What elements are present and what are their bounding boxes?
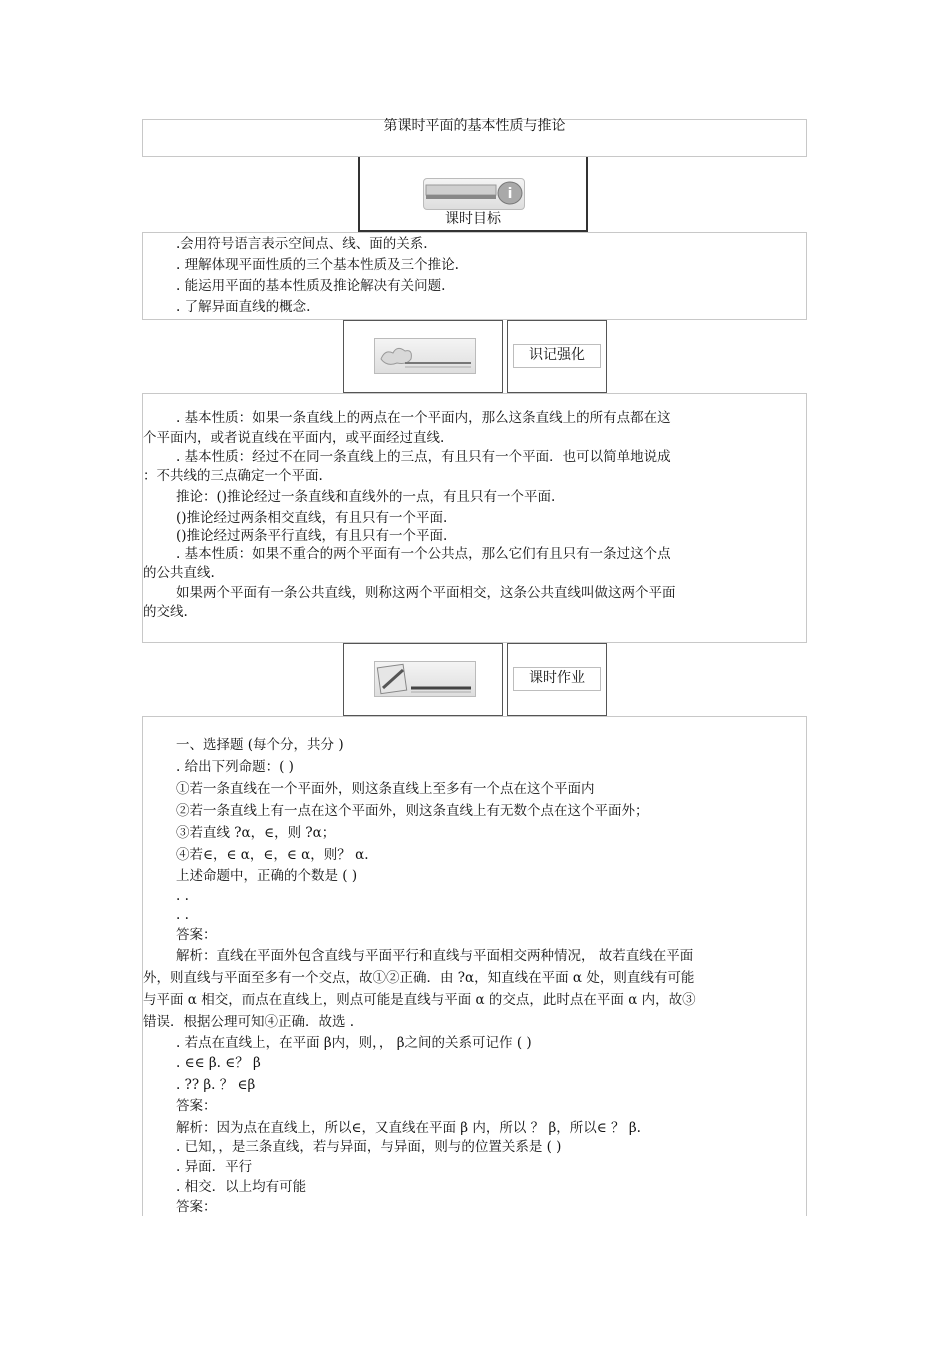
info-icon xyxy=(423,178,525,210)
exercise-line-22: . 相交．以上均有可能 xyxy=(176,1179,307,1195)
objective-1: .会用符号语言表示空间点、线、面的关系. xyxy=(176,236,428,252)
exercise-line-1: 一、选择题 (每个分，共分 ) xyxy=(176,737,344,753)
knowledge-line-10: 如果两个平面有一条公共直线，则称这两个平面相交，这条公共直线叫做这两个平面 xyxy=(176,585,676,601)
header-label-memorize: 识记强化 xyxy=(513,344,601,368)
exercise-line-21: . 异面．平行 xyxy=(176,1159,253,1175)
exercise-line-9: . . xyxy=(176,907,189,923)
knowledge-line-9: 的公共直线. xyxy=(143,565,215,581)
knowledge-line-6: ()推论经过两条相交直线，有且只有一个平面. xyxy=(176,510,448,526)
objective-3: . 能运用平面的基本性质及推论解决有关问题. xyxy=(176,278,446,294)
exercise-line-4: ②若一条直线上有一点在这个平面外，则这条直线上有无数个点在这个平面外； xyxy=(176,803,649,819)
exercise-line-17: . ?? β. ？ ∈β xyxy=(176,1077,256,1093)
knowledge-line-2: 个平面内，或者说直线在平面内，或平面经过直线. xyxy=(143,430,445,446)
knowledge-line-7: ()推论经过两条平行直线，有且只有一个平面. xyxy=(176,528,448,544)
exercise-line-8: . . xyxy=(176,888,189,904)
exercise-line-13: 与平面 α 相交，而点在直线上，则点可能是直线与平面 α 的交点，此时点在平面 α 内，故③ xyxy=(143,992,696,1008)
knowledge-line-4: ：不共线的三点确定一个平面. xyxy=(143,468,323,484)
exercise-line-7: 上述命题中，正确的个数是 ( ) xyxy=(176,868,358,884)
knowledge-line-1: . 基本性质：如果一条直线上的两点在一个平面内，那么这条直线上的所有点都在这 xyxy=(176,410,671,426)
exercise-line-15: . 若点在直线上，在平面 β内，则，， β之间的关系可记作 ( ) xyxy=(176,1035,532,1051)
exercise-line-11: 解析：直线在平面外包含直线与平面平行和直线与平面相交两种情况， 故若直线在平面 xyxy=(176,948,694,964)
knowledge-line-3: . 基本性质：经过不在同一条直线上的三点，有且只有一个平面．也可以简单地说成 xyxy=(176,449,671,465)
header-label-homework: 课时作业 xyxy=(513,667,601,691)
exercise-line-10: 答案： xyxy=(176,927,217,943)
exercise-line-3: ①若一条直线在一个平面外，则这条直线上至多有一个点在这个平面内 xyxy=(176,781,595,797)
header-label-objectives: 课时目标 xyxy=(445,211,501,227)
exercise-line-6: ④若∈，∈ α，∈，∈ α，则？ α. xyxy=(176,847,369,863)
exercise-line-20: . 已知，，是三条直线，若与异面，与异面，则与的位置关系是 ( ) xyxy=(176,1139,562,1155)
exercise-line-18: 答案： xyxy=(176,1098,217,1114)
exercise-line-2: . 给出下列命题：( ) xyxy=(176,759,294,775)
pen-icon xyxy=(374,661,476,697)
knowledge-line-5: 推论：()推论经过一条直线和直线外的一点，有且只有一个平面. xyxy=(176,489,556,505)
exercise-line-12: 外，则直线与平面至多有一个交点，故①②正确．由 ?α，知直线在平面 α 处，则直线有可能 xyxy=(143,970,695,986)
exercise-line-5: ③若直线 ?α，∈，则 ?α； xyxy=(176,825,336,841)
page-title: 第课时平面的基本性质与推论 xyxy=(383,118,566,134)
exercise-line-14: 错误．根据公理可知④正确．故选 . xyxy=(143,1014,355,1030)
exercise-line-19: 解析：因为点在直线上，所以∈，又直线在平面 β 内，所以 ？ β，所以∈ ？ β. xyxy=(176,1120,641,1136)
exercise-line-23: 答案： xyxy=(176,1199,217,1215)
cloud-icon xyxy=(374,338,476,374)
knowledge-line-8: . 基本性质：如果不重合的两个平面有一个公共点，那么它们有且只有一条过这个点 xyxy=(176,546,671,562)
knowledge-line-11: 的交线. xyxy=(143,604,188,620)
objective-2: . 理解体现平面性质的三个基本性质及三个推论. xyxy=(176,257,459,273)
exercise-line-16: . ∈∈ β. ∈？ β xyxy=(176,1055,261,1071)
objective-4: . 了解异面直线的概念. xyxy=(176,299,311,315)
svg-text:i: i xyxy=(507,186,513,202)
